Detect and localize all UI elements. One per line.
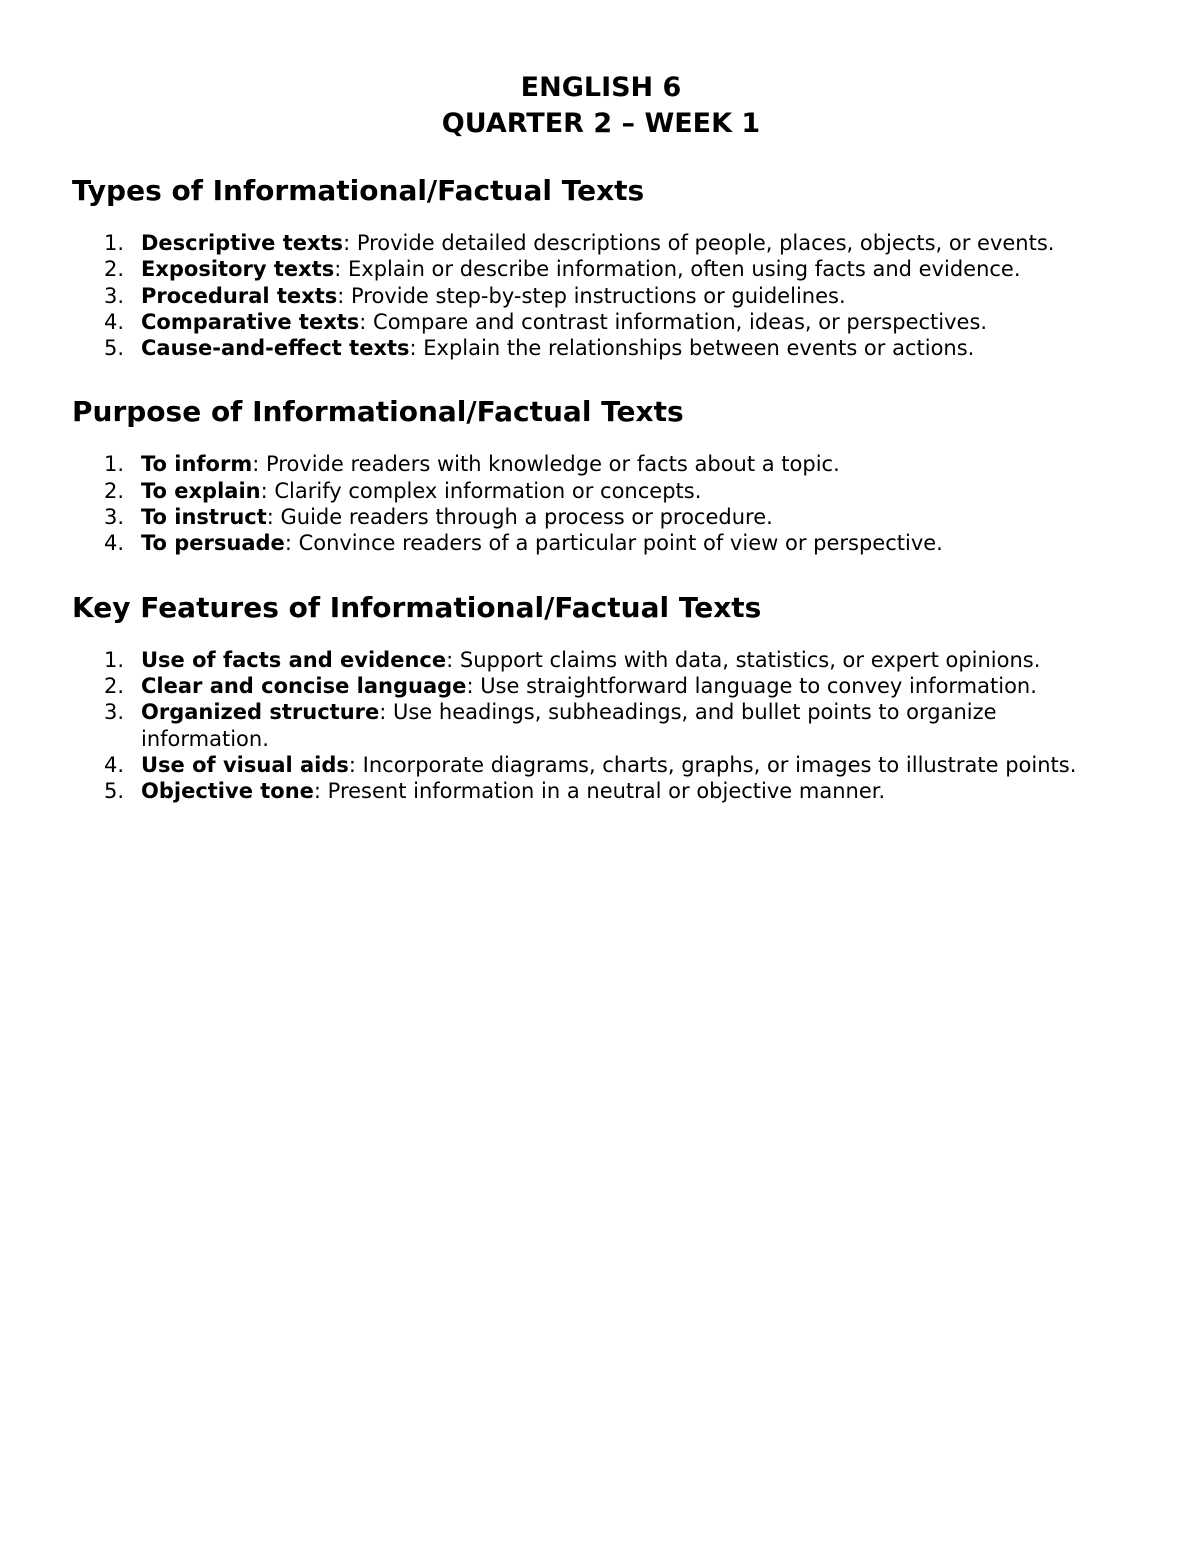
list-description: : Present information in a neutral or objective manner.	[313, 779, 886, 804]
list-number: 3.	[104, 700, 125, 725]
section-list	[72, 451, 1130, 556]
list-number: 2.	[104, 478, 125, 503]
list-description: : Convince readers of a particular point of view or perspective.	[284, 531, 943, 556]
list-term: Cause-and-effect texts	[141, 336, 410, 361]
list-term: To persuade	[141, 531, 285, 556]
list-number: 2.	[104, 257, 125, 282]
list-item	[72, 230, 1131, 256]
list-description: : Provide step-by-step instructions or guidelines.	[337, 283, 846, 308]
list-description: : Explain or describe information, often using facts and evidence.	[334, 257, 1021, 282]
list-item	[72, 256, 1131, 282]
list-description: : Incorporate diagrams, charts, graphs, or images to illustrate points.	[348, 752, 1077, 777]
list-description: : Clarify complex information or concepts.	[260, 478, 702, 503]
section-heading: Key Features of Informational/Factual Texts	[72, 590, 762, 624]
list-term: To inform	[141, 452, 253, 477]
list-item	[72, 504, 1131, 530]
list-item	[72, 699, 1131, 752]
list-description: : Use straightforward language to convey information.	[466, 673, 1037, 698]
list-number: 3.	[104, 505, 125, 530]
section-heading: Types of Informational/Factual Texts	[72, 174, 645, 207]
list-item	[72, 309, 1131, 335]
list-term: Procedural texts	[141, 283, 338, 308]
list-number: 1.	[104, 452, 125, 477]
list-item	[72, 530, 1131, 556]
list-number: 5.	[104, 336, 125, 361]
list-description: : Use headings, subheadings, and bullet points to organize information.	[141, 700, 997, 751]
list-description: : Provide readers with knowledge or facts about a topic.	[252, 452, 840, 477]
list-description: : Provide detailed descriptions of people, places, objects, or events.	[343, 231, 1055, 255]
list-term: Use of facts and evidence	[141, 647, 447, 672]
section-types	[72, 174, 1130, 361]
list-term: Expository texts	[141, 257, 335, 282]
section-list	[72, 230, 1130, 361]
list-number: 4.	[104, 531, 125, 556]
list-number: 2.	[104, 673, 125, 698]
list-description: : Guide readers through a process or procedure.	[266, 505, 773, 530]
document-title	[72, 70, 1130, 142]
list-term: Comparative texts	[141, 309, 360, 334]
list-term: Clear and concise language	[141, 673, 467, 698]
list-item	[72, 778, 1131, 804]
list-number: 4.	[104, 752, 125, 777]
list-term: Descriptive texts	[141, 231, 344, 255]
section-purpose	[72, 395, 1130, 556]
list-description: : Explain the relationships between events or actions.	[409, 336, 975, 361]
list-item	[72, 451, 1131, 477]
list-item	[72, 283, 1131, 309]
list-number: 1.	[104, 231, 125, 255]
list-term: Organized structure	[141, 700, 380, 725]
list-item	[72, 752, 1131, 778]
list-term: To explain	[141, 478, 261, 503]
section-key-features	[72, 591, 1130, 805]
title-quarter-week: QUARTER 2 – WEEK 1	[441, 108, 761, 139]
list-item	[72, 335, 1131, 361]
list-term: Use of visual aids	[141, 752, 349, 777]
section-list	[72, 647, 1130, 805]
list-number: 5.	[104, 779, 125, 804]
title-subject: ENGLISH 6	[520, 72, 682, 103]
list-item	[72, 647, 1131, 673]
list-item	[72, 673, 1131, 699]
list-number: 3.	[104, 283, 125, 308]
list-number: 1.	[104, 647, 125, 672]
list-description: : Support claims with data, statistics, or expert opinions.	[446, 647, 1041, 672]
list-description: : Compare and contrast information, ideas, or perspectives.	[359, 309, 988, 334]
list-item	[72, 478, 1131, 504]
section-heading: Purpose of Informational/Factual Texts	[72, 395, 684, 429]
list-number: 4.	[104, 309, 125, 334]
list-term: To instruct	[141, 505, 267, 530]
list-term: Objective tone	[141, 779, 314, 804]
